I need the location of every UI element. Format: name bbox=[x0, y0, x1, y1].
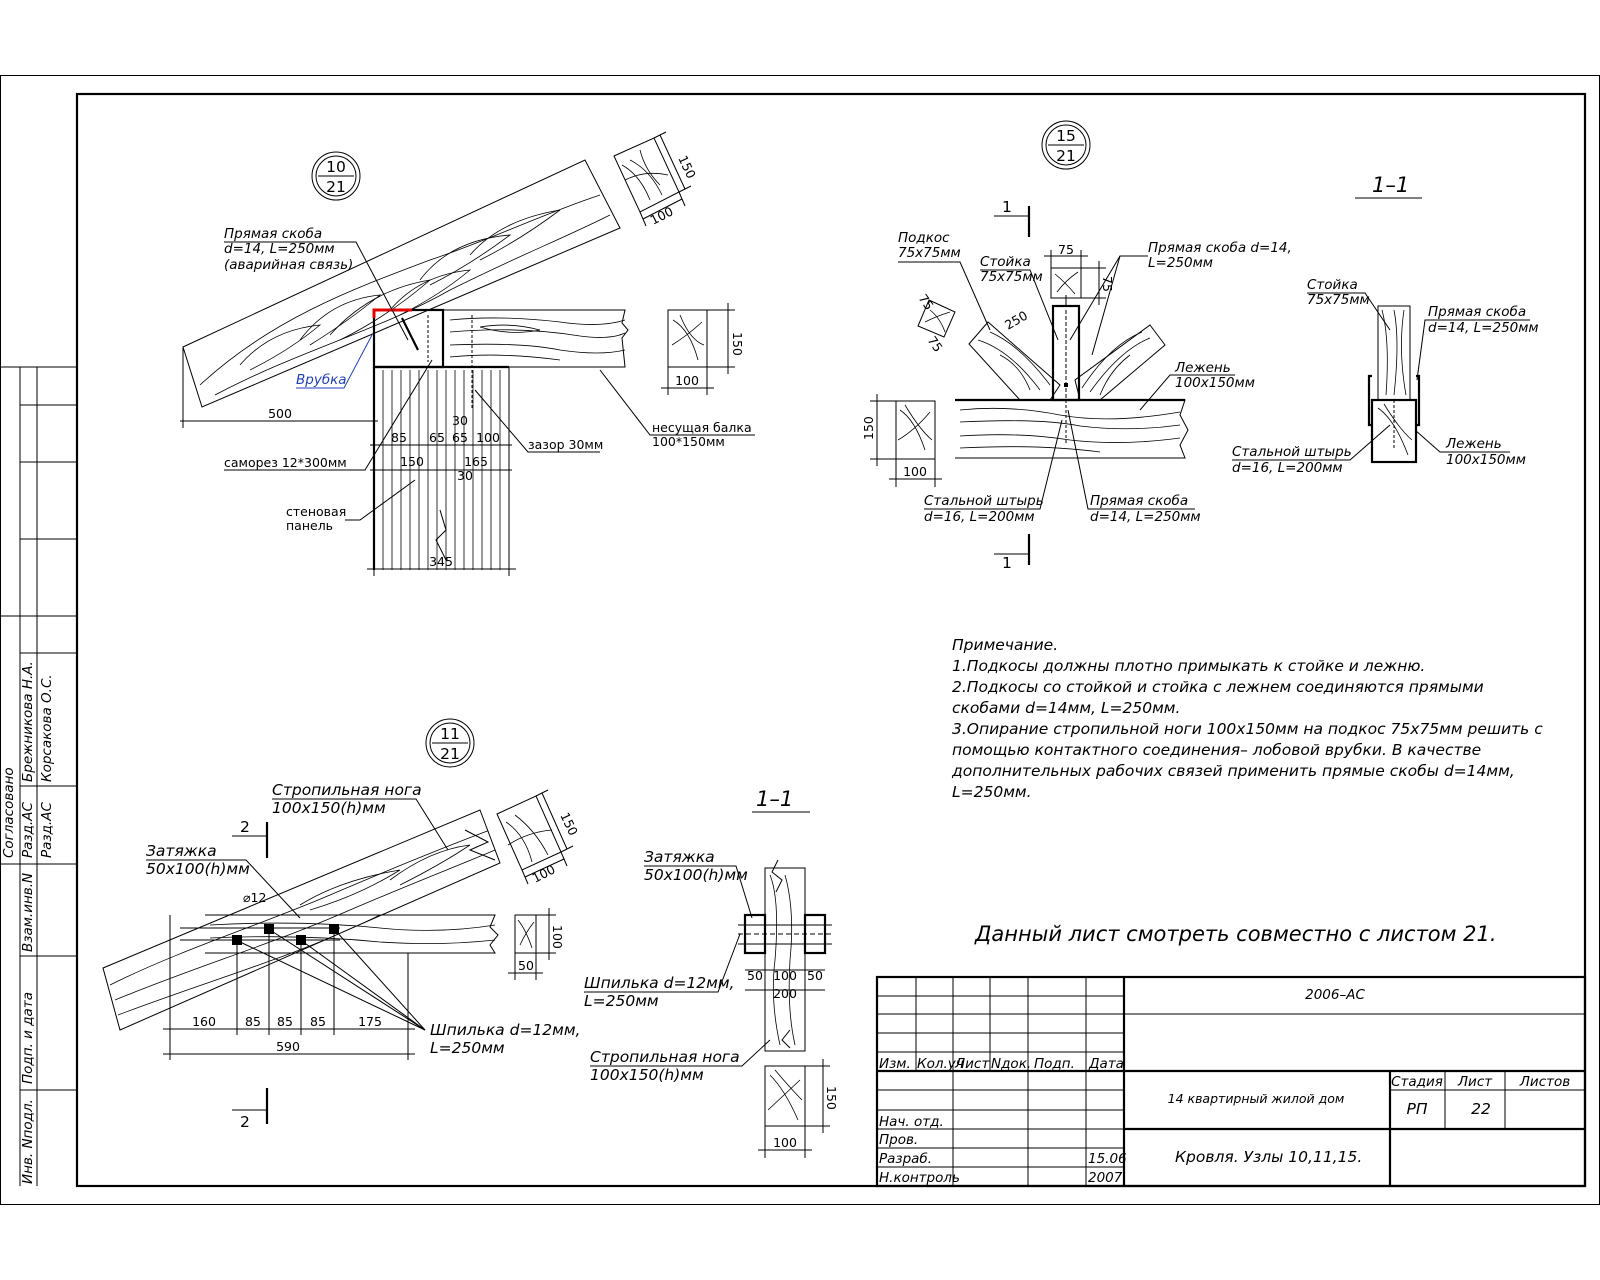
col-ndok: Nдок. bbox=[991, 1056, 1032, 1072]
role-head: Нач. отд. bbox=[879, 1114, 944, 1130]
role-control: Н.контроль bbox=[879, 1170, 960, 1186]
n11-dim-4: 175 bbox=[358, 1014, 382, 1029]
col-kol: Кол.уч bbox=[917, 1056, 964, 1072]
n15-bracket-top-2: L=250мм bbox=[1148, 255, 1213, 271]
n15-cut-top: 1 bbox=[1002, 198, 1012, 216]
n11-dim-2: 85 bbox=[277, 1014, 293, 1029]
n11-tie-label-2: 50х100(h)мм bbox=[146, 860, 250, 878]
node-10-beam bbox=[443, 310, 628, 367]
stamp-name-1: Брежникова Н.А. bbox=[20, 661, 36, 782]
notes bbox=[951, 636, 1543, 801]
col-list: Лист bbox=[955, 1056, 990, 1072]
n11-s-dim-100: 100 bbox=[773, 968, 797, 983]
notes-line-5: помощью контактного соединения– лобовой врубки. В качестве bbox=[952, 741, 1482, 759]
n10-sec2-w: 100 bbox=[675, 373, 699, 388]
n15-post-label-2: 75х75мм bbox=[980, 269, 1043, 285]
node-10-rafter bbox=[183, 160, 620, 407]
node-15-right-brace bbox=[1075, 325, 1165, 400]
n11-tie-label-1: Затяжка bbox=[146, 842, 217, 860]
agreed-label: Согласовано bbox=[1, 767, 17, 858]
node-10-beam-section bbox=[661, 303, 745, 395]
n11-s-dim-50a: 50 bbox=[747, 968, 763, 983]
sign-date-label: Подп. и дата bbox=[20, 992, 36, 1084]
n15-section-post bbox=[1369, 306, 1419, 462]
node-15-sheet: 21 bbox=[1056, 147, 1076, 165]
node-10-rafter-section bbox=[614, 132, 699, 228]
n11-s-tie-1: Затяжка bbox=[644, 848, 715, 866]
n11-dim-0: 160 bbox=[192, 1014, 216, 1029]
n15-post-sec-w: 75 bbox=[1058, 242, 1074, 257]
node-15-marker bbox=[1042, 121, 1090, 169]
sheets-header: Листов bbox=[1519, 1074, 1571, 1090]
node-11-sheet: 21 bbox=[440, 745, 460, 763]
n11-s-rafter-1: Стропильная нога bbox=[590, 1048, 740, 1066]
n15-dim-250: 250 bbox=[1002, 307, 1031, 333]
n15-brace-label-1: Подкос bbox=[898, 230, 950, 246]
n11-section-title: 1–1 bbox=[756, 787, 794, 811]
n11-dim-1: 85 bbox=[245, 1014, 261, 1029]
n11-rafter-sec-h: 150 bbox=[557, 809, 581, 838]
stamp-dept-2: Разд.АС bbox=[39, 802, 55, 858]
node-11 bbox=[103, 719, 839, 1158]
node-11-num: 11 bbox=[440, 725, 460, 743]
node-15-left-brace-section bbox=[916, 291, 955, 355]
node-15 bbox=[861, 121, 1539, 572]
stamp-name-2: Корсакова О.С. bbox=[39, 674, 55, 782]
n15-s-bracket-2: d=14, L=250мм bbox=[1428, 320, 1539, 336]
n11-s-sec-w: 100 bbox=[773, 1135, 797, 1150]
n10-dim-165: 165 bbox=[464, 454, 488, 469]
n15-s-pin-2: d=16, L=200мм bbox=[1232, 460, 1343, 476]
notes-line-1: 1.Подкосы должны плотно примыкать к стойке и лежню. bbox=[952, 657, 1426, 675]
n10-gap-label: зазор 30мм bbox=[528, 437, 604, 452]
node-15-num: 15 bbox=[1056, 127, 1076, 145]
node-11-marker bbox=[426, 719, 474, 767]
node-15-left-brace bbox=[969, 308, 1060, 400]
node-11-tie-section bbox=[508, 908, 565, 980]
n15-s-sill-2: 100х150мм bbox=[1446, 452, 1526, 468]
n15-s-pin-1: Стальной штырь bbox=[1232, 444, 1352, 460]
n10-wall-label-1: стеновая bbox=[286, 504, 347, 519]
n11-s-sec-h: 150 bbox=[824, 1086, 839, 1110]
sheet-title: Кровля. Узлы 10,11,15. bbox=[1175, 1148, 1363, 1166]
n11-s-bolt-2: L=250мм bbox=[584, 992, 659, 1010]
n11-s-rafter-2: 100х150(h)мм bbox=[590, 1066, 704, 1084]
node-10-num: 10 bbox=[326, 158, 346, 176]
n15-brace-label-2: 75х75мм bbox=[898, 245, 961, 261]
stage-header: Стадия bbox=[1391, 1074, 1443, 1090]
node-15-post-section bbox=[1044, 242, 1115, 305]
n10-dim-65a: 65 bbox=[429, 430, 445, 445]
n15-s-bracket-1: Прямая скоба bbox=[1428, 304, 1527, 320]
n11-rafter-sec-w: 100 bbox=[529, 861, 558, 886]
n15-s-post-1: Стойка bbox=[1307, 277, 1358, 293]
n10-dim-100: 100 bbox=[476, 430, 500, 445]
n15-section-title: 1–1 bbox=[1372, 173, 1410, 197]
date-1: 15.06 bbox=[1088, 1151, 1127, 1167]
node-10-wall bbox=[374, 367, 509, 570]
n15-s-sill-1: Лежень bbox=[1446, 436, 1502, 452]
n15-pin-label-2: d=16, L=200мм bbox=[924, 509, 1035, 525]
notes-line-3: скобами d=14мм, L=250мм. bbox=[952, 699, 1181, 717]
role-dev: Разраб. bbox=[879, 1151, 933, 1167]
n15-s-post-2: 75х75мм bbox=[1307, 292, 1370, 308]
date-2: 2007 bbox=[1088, 1170, 1123, 1186]
n10-dim-30b: 30 bbox=[457, 468, 473, 483]
col-izm: Изм. bbox=[879, 1056, 911, 1072]
n11-bolt-label-1: Шпилька d=12мм, bbox=[430, 1021, 581, 1039]
n10-sec1-w: 100 bbox=[647, 203, 676, 228]
n11-s-rafter-section bbox=[758, 1059, 839, 1158]
col-podp: Подп. bbox=[1034, 1056, 1075, 1072]
sheet-header: Лист bbox=[1457, 1074, 1493, 1090]
n10-wall-label-2: панель bbox=[286, 518, 334, 533]
n10-screw-label: саморез 12*300мм bbox=[224, 455, 347, 470]
n11-s-tie-2: 50х100(h)мм bbox=[644, 866, 748, 884]
n15-bracket-bot-2: d=14, L=250мм bbox=[1090, 509, 1201, 525]
n11-tie-sec-w: 50 bbox=[518, 958, 534, 973]
stage-value: РП bbox=[1406, 1100, 1428, 1118]
n15-sill-sec-h: 150 bbox=[861, 416, 876, 440]
n10-beam-label-1: несущая балка bbox=[652, 420, 752, 435]
n10-sec2-h: 150 bbox=[730, 332, 745, 356]
n10-dim-150: 150 bbox=[400, 454, 424, 469]
n15-post-label-1: Стойка bbox=[980, 254, 1031, 270]
n10-dim-500: 500 bbox=[268, 406, 292, 421]
n15-brace-sec-a: 75 bbox=[915, 291, 937, 313]
n11-s-dim-50b: 50 bbox=[807, 968, 823, 983]
n11-dim-total: 590 bbox=[276, 1039, 300, 1054]
stamp-dept-1: Разд.АС bbox=[20, 802, 36, 858]
n15-sill-label-1: Лежень bbox=[1175, 360, 1231, 376]
notes-line-6: дополнительных рабочих связей применить прямые скобы d=14мм, bbox=[952, 762, 1515, 780]
sheet-number: 22 bbox=[1471, 1100, 1491, 1118]
n11-rafter-label-1: Стропильная нога bbox=[272, 781, 422, 799]
n10-sec1-h: 150 bbox=[675, 152, 699, 181]
n11-phi: ⌀12 bbox=[243, 890, 267, 905]
project-code: 2006–АС bbox=[1305, 987, 1365, 1003]
node-10-sheet: 21 bbox=[326, 178, 346, 196]
n15-cut-bottom: 1 bbox=[1002, 554, 1012, 572]
n15-brace-sec-b: 75 bbox=[924, 333, 946, 355]
n15-bracket-bot-1: Прямая скоба bbox=[1090, 493, 1189, 509]
side-stamp bbox=[0, 367, 77, 1186]
n10-notch-label: Врубка bbox=[296, 372, 347, 388]
n15-pin-label-1: Стальной штырь bbox=[924, 493, 1044, 509]
node-10-marker bbox=[312, 152, 360, 200]
node-15-sill-section bbox=[861, 394, 942, 487]
n11-cut-top: 2 bbox=[240, 818, 250, 836]
n11-section-body bbox=[738, 860, 832, 1051]
notes-title: Примечание. bbox=[952, 636, 1059, 654]
n11-bolt-label-2: L=250мм bbox=[430, 1039, 505, 1057]
n10-bracket-label-2: d=14, L=250мм bbox=[224, 241, 335, 257]
inv-orig-label: Инв. Nподл. bbox=[20, 1099, 36, 1184]
n10-dim-65b: 65 bbox=[452, 430, 468, 445]
n10-bracket-label-1: Прямая скоба bbox=[224, 226, 323, 242]
notes-line-4: 3.Опирание стропильной ноги 100х150мм на подкос 75х75мм решить с bbox=[952, 720, 1543, 738]
n10-bracket-label-3: (аварийная связь) bbox=[224, 257, 354, 273]
n11-s-bolt-1: Шпилька d=12мм, bbox=[584, 974, 735, 992]
n10-dim-85: 85 bbox=[391, 430, 407, 445]
node-11-rafter-section bbox=[497, 790, 581, 886]
project-name: 14 квартирный жилой дом bbox=[1167, 1091, 1345, 1106]
role-check: Пров. bbox=[879, 1132, 919, 1148]
n11-rafter-label-2: 100х150(h)мм bbox=[272, 799, 386, 817]
n10-dim-30a: 30 bbox=[452, 413, 468, 428]
node-10 bbox=[180, 132, 755, 576]
n11-s-dim-200: 200 bbox=[773, 986, 797, 1001]
n10-dim-345: 345 bbox=[429, 554, 453, 569]
inv-replaced-label: Взам.инв.N bbox=[20, 872, 36, 952]
col-data: Дата bbox=[1089, 1056, 1124, 1072]
notes-line-7: L=250мм. bbox=[952, 783, 1032, 801]
n10-beam-label-2: 100*150мм bbox=[652, 434, 725, 449]
n11-dim-3: 85 bbox=[310, 1014, 326, 1029]
title-block bbox=[877, 977, 1585, 1186]
n11-tie-sec-h: 100 bbox=[550, 925, 565, 949]
n15-post-sec-h: 75 bbox=[1100, 276, 1115, 292]
n15-sill-sec-w: 100 bbox=[903, 464, 927, 479]
notes-line-2: 2.Подкосы со стойкой и стойка с лежнем соединяются прямыми bbox=[952, 678, 1484, 696]
n11-cut-bottom: 2 bbox=[240, 1113, 250, 1131]
n15-sill-label-2: 100х150мм bbox=[1175, 375, 1255, 391]
n15-bracket-top-1: Прямая скоба d=14, bbox=[1148, 240, 1292, 256]
see-also-note: Данный лист смотреть совместно с листом 21. bbox=[975, 922, 1497, 946]
